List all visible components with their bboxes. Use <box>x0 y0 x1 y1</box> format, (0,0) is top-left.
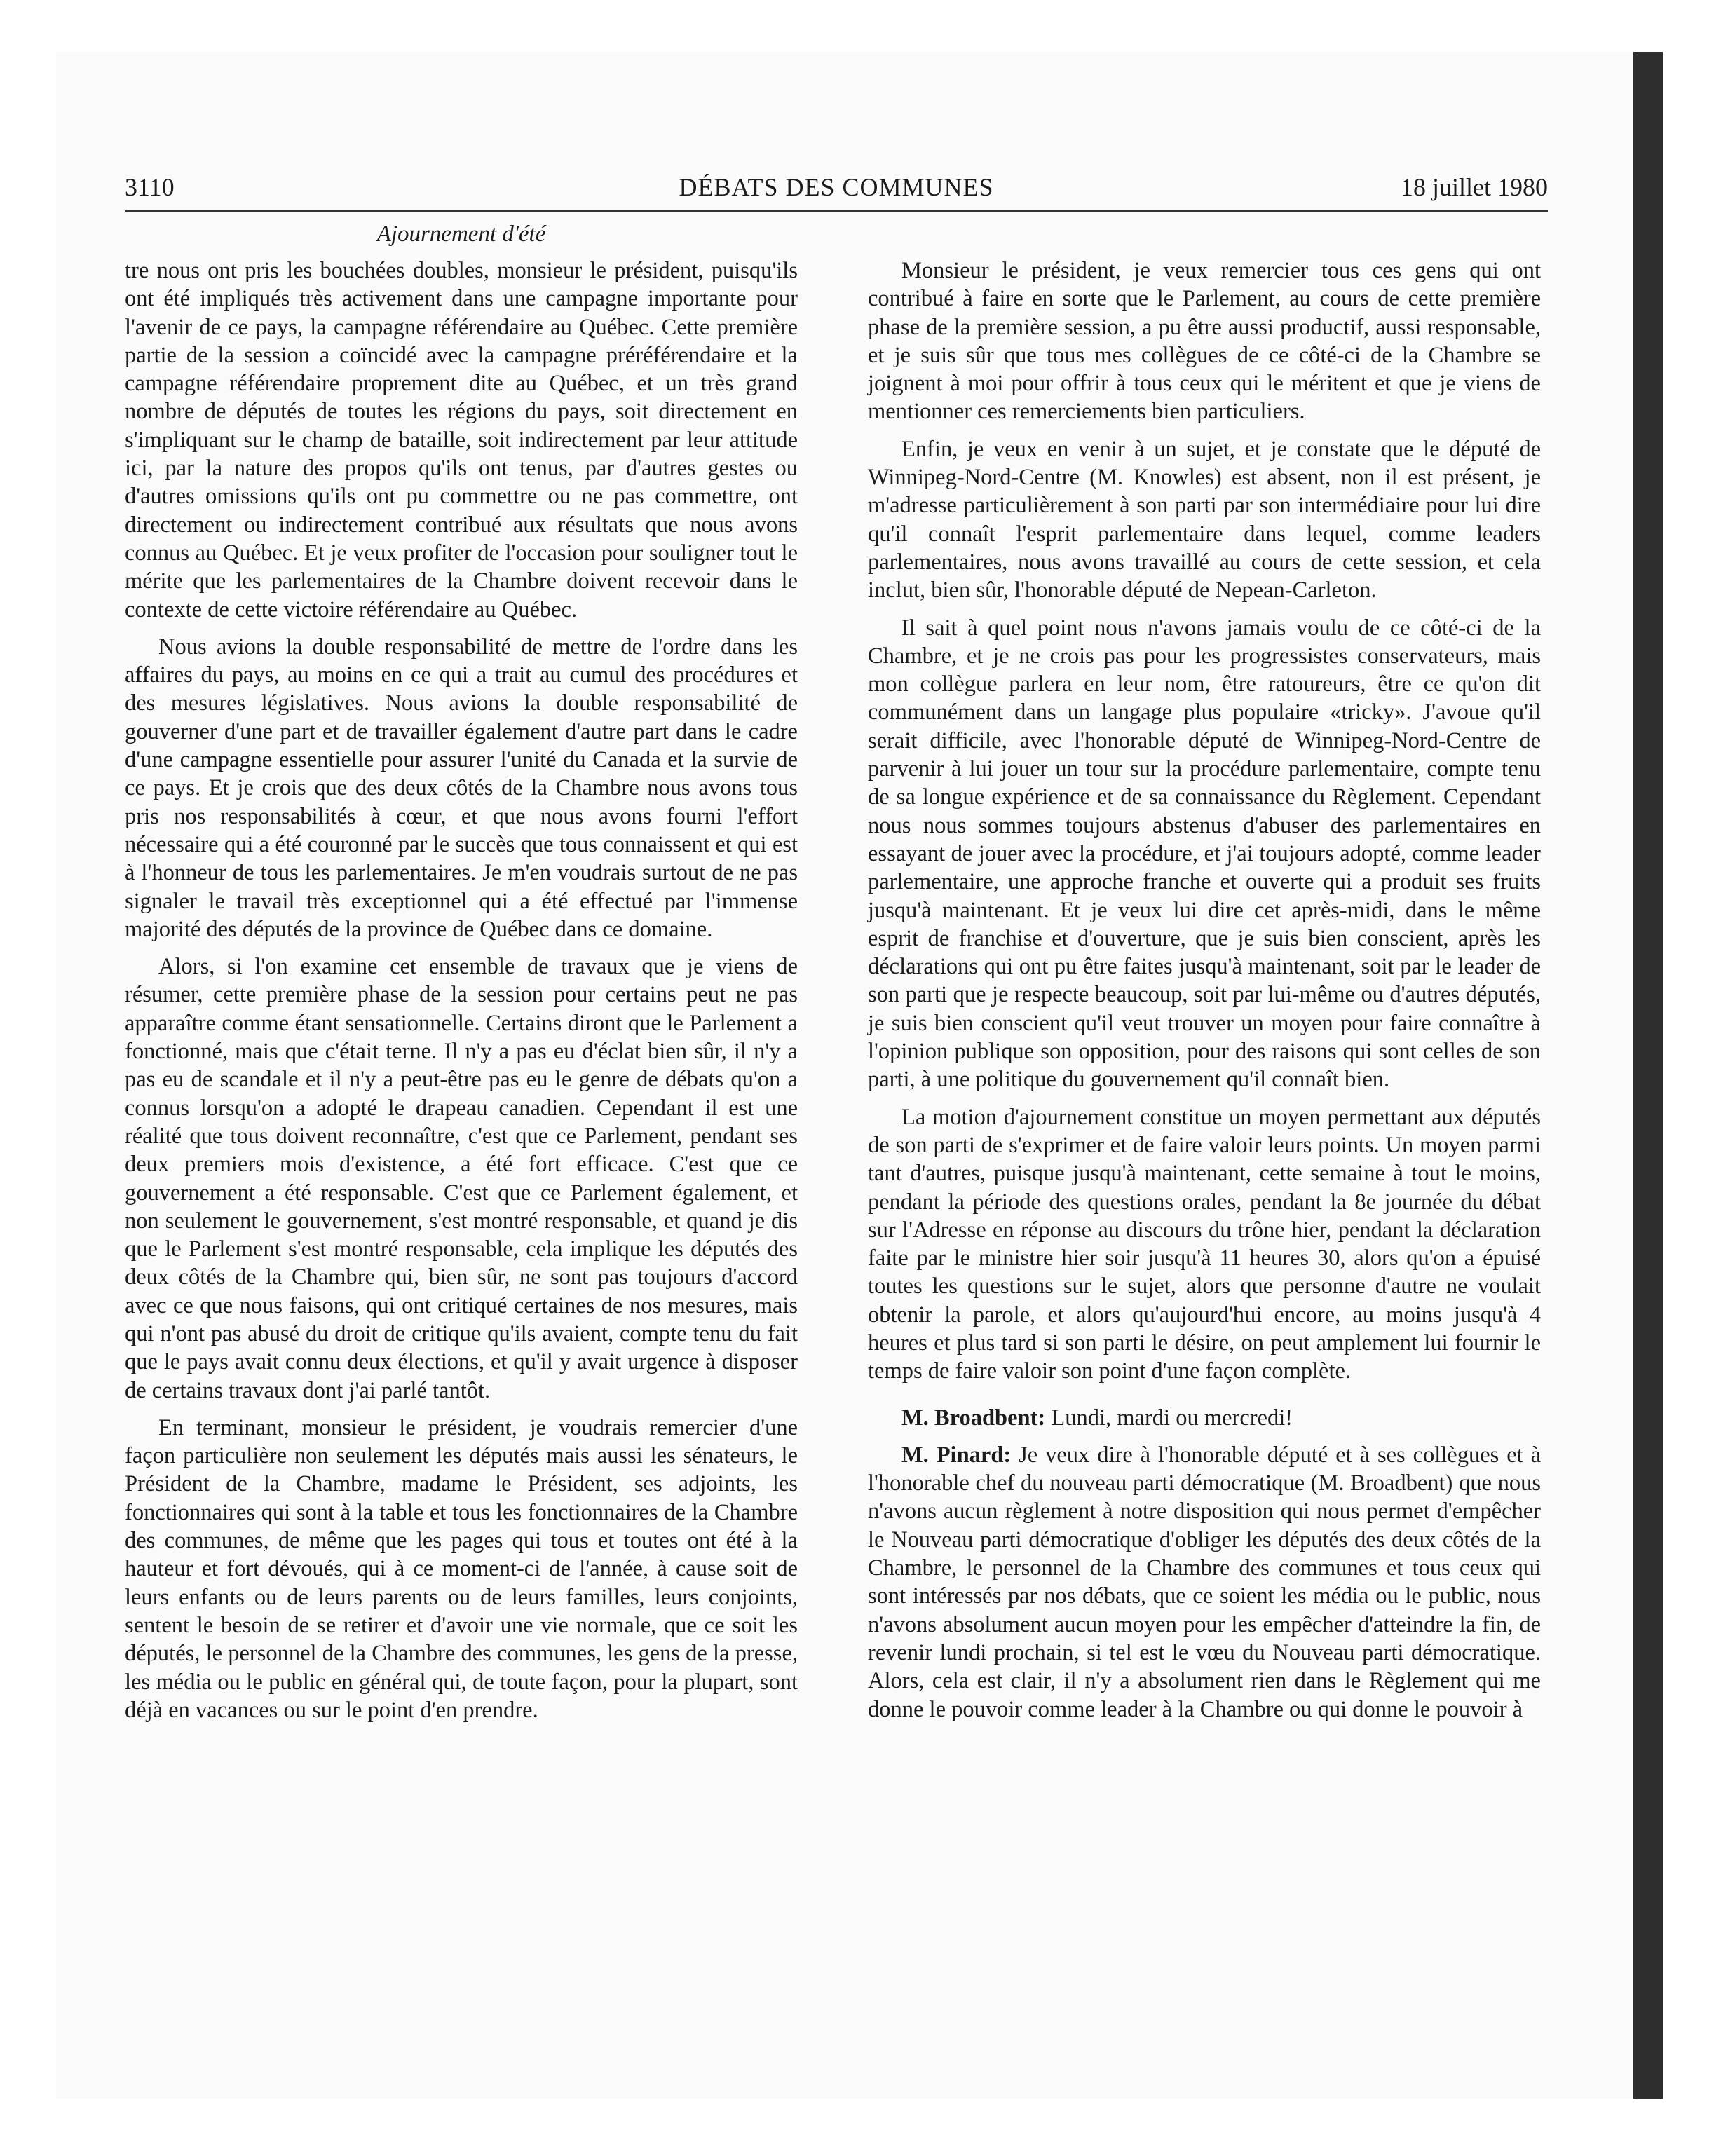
left-column <box>125 257 798 1733</box>
right-column <box>868 257 1541 1733</box>
speech-text: Lundi, mardi ou mercredi! <box>1045 1405 1293 1431</box>
scan-edge-bar <box>1633 52 1663 2099</box>
paragraph: La motion d'ajournement constitue un moyen permettant aux députés de son parti de s'exprimer et de faire valoir leurs points. Un moyen parmi tant d'autres, puisque jusqu'à maintenant, cette semaine à tout le moins, pendant la période des questions orales, pendant la 8e journée du débat sur l'Adresse en réponse au discours du trône hier, pendant la déclaration faite par le ministre hier soir jusqu'à 11 heures 30, alors qu'on a épuisé toutes les questions sur le sujet, alors que personne d'autre ne voulait obtenir la parole, et alors qu'aujourd'hui encore, au moins jusqu'à 4 heures et plus tard si son parti le désire, on peut amplement lui fournir le temps de faire valoir son point d'une façon complète. <box>868 1104 1541 1384</box>
speech-text: Je veux dire à l'honorable député et à ses collègues et à l'honorable chef du nouveau parti démocratique (M. Broadbent) que nous n'avons aucun règlement à notre disposition qui nous permet d'empêcher le Nouveau parti démocratique d'obliger les députés des deux côtés de la Chambre, le personnel de la Chambre des communes et tous ceux qui sont intéressés par nos débats, que ce soient les média ou le public, nous n'avons absolument aucun moyen pour les empêcher d'atteindre la fin, de revenir lundi prochain, si tel est le vœu du Nouveau parti démocratique. Alors, cela est clair, il n'y a absolument rien dans le Règlement qui me donne le pouvoir comme leader à la Chambre ou qui donne le pouvoir à <box>868 1442 1541 1722</box>
speech-pinard <box>868 1441 1541 1724</box>
speaker-name: M. Pinard: <box>901 1442 1012 1468</box>
page-date: 18 juillet 1980 <box>1401 173 1548 201</box>
paragraph: tre nous ont pris les bouchées doubles, monsieur le président, puisqu'ils ont été impliqués très activement dans une campagne importante pour l'avenir de ce pays, la campagne référendaire au Québec. Cette première partie de la session a coïncidé avec la campagne préréférendaire et la campagne référendaire proprement dite au Québec, et un très grand nombre de députés de toutes les régions du pays, soit directement en s'impliquant sur le champ de bataille, soit indirectement par leur attitude ici, par la nature des propos qu'ils ont tenus, par d'autres gestes ou d'autres omissions qu'ils ont pu commettre ou ne pas commettre, ont directement ou indirectement contribué aux résultats que nous avons connus au Québec. Et je veux profiter de l'occasion pour souligner tout le mérite que les parlementaires de la Chambre doivent recevoir dans le contexte de cette victoire référendaire au Québec. <box>125 258 798 622</box>
speaker-name: M. Broadbent: <box>901 1405 1046 1431</box>
publication-title: DÉBATS DES COMMUNES <box>679 173 994 201</box>
paragraph: En terminant, monsieur le président, je voudrais remercier d'une façon particulière non seulement les députés mais aussi les sénateurs, le Président de la Chambre, madame le Président, ses adjoints, les fonctionnaires qui sont à la table et tous les fonctionnaires de la Chambre des communes, de même que les pages qui tous et toutes ont été à la hauteur et fort dévoués, qui à ce moment-ci de l'année, à cause soit de leurs enfants ou de leurs parents ou de leurs familles, leurs conjoints, sentent le besoin de se retirer et d'avoir une vie normale, que ce soit les députés, le personnel de la Chambre des communes, les gens de la presse, les média ou le public en général qui, de toute façon, pour la plupart, sont déjà en vacances ou sur le point d'en prendre. <box>125 1414 798 1723</box>
paragraph: Nous avions la double responsabilité de mettre de l'ordre dans les affaires du pays, au moins en ce qui a trait au cumul des procédures et des mesures législatives. Nous avions la double responsabilité de gouverner d'une part et de travailler également d'autre part dans le cadre d'une campagne essentielle pour assurer l'unité du Canada et la survie de ce pays. Et je crois que des deux côtés de la Chambre nous avons tous pris nos responsabilités à cœur, et que nous avons fourni l'effort nécessaire qui a été couronné par le succès que tous connaissent et qui est à l'honneur de tous les parlementaires. Je m'en voudrais surtout de ne pas signaler le travail très exceptionnel qui a été effectué par l'immense majorité des députés de la province de Québec dans ce domaine. <box>125 634 798 942</box>
section-title: Ajournement d'été <box>376 221 546 247</box>
paragraph: Monsieur le président, je veux remercier tous ces gens qui ont contribué à faire en sorte que le Parlement, au cours de cette première phase de la première session, a pu être aussi productif, aussi responsable, et je suis sûr que tous mes collègues de ce côté-ci de la Chambre se joignent à moi pour offrir à tous ceux qui le méritent et que je viens de mentionner ces remerciements bien particuliers. <box>868 258 1541 425</box>
paragraph: Enfin, je veux en venir à un sujet, et je constate que le député de Winnipeg-Nord-Centre (M. Knowles) est absent, non il est présent, je m'adresse particulièrement à son parti par son intermédiaire pour lui dire qu'il connaît l'esprit parlementaire dans lequel, comme leaders parlementaires, nous avons travaillé au cours de cette session, et cela inclut, bien sûr, l'honorable député de Nepean-Carleton. <box>868 436 1541 603</box>
speech-broadbent <box>868 1404 1541 1432</box>
paragraph: Il sait à quel point nous n'avons jamais voulu de ce côté-ci de la Chambre, et je ne crois pas pour les progressistes conservateurs, mais mon collègue parlera en leur nom, être ratoureurs, être ce qu'on dit communément dans un langage plus populaire «tricky». J'avoue qu'il serait difficile, avec l'honorable député de Winnipeg-Nord-Centre de parvenir à lui jouer un tour sur la procédure parlementaire, compte tenu de sa longue expérience et de sa connaissance du Règlement. Cependant nous nous sommes toujours abstenus d'abuser des parlementaires en essayant de jouer avec la procédure, et j'ai toujours adopté, comme leader parlementaire, une approche franche et ouverte qui a produit ses fruits jusqu'à maintenant. Et je veux lui dire cet après-midi, dans le même esprit de franchise et d'ouverture, que je suis bien conscient, après les déclarations qui ont pu être faites jusqu'à maintenant, soit par le leader de son parti que je respecte beaucoup, soit par lui-même ou d'autres députés, je suis bien conscient qu'il veut trouver un moyen pour faire connaître à l'opinion publique son opposition, pour des raisons qui sont celles de son parti, à une politique du gouvernement qu'il connaît bien. <box>868 615 1541 1093</box>
paragraph: Alors, si l'on examine cet ensemble de travaux que je viens de résumer, cette première phase de la session pour certains peut ne pas apparaître comme étant sensationnelle. Certains diront que le Parlement a fonctionné, mais que c'était terne. Il n'y a pas eu d'éclat bien sûr, il n'y a pas eu de scandale et il n'y a peut-être pas eu le genre de débats qu'on a connus lorsqu'on a adopté le drapeau canadien. Cependant il est une réalité que tous doivent reconnaître, c'est que ce Parlement, pendant ses deux premiers mois d'existence, a été fort efficace. C'est que ce gouvernement a été responsable. C'est que ce Parlement également, et non seulement le gouvernement, s'est montré responsable, et quand je dis que le Parlement s'est montré responsable, cela implique les députés des deux côtés de la Chambre qui, bien sûr, ne sont pas toujours d'accord avec ce que nous faisons, qui ont critiqué certaines de nos mesures, mais qui n'ont pas abusé du droit de critique qu'ils avaient, compte tenu du fait que le pays avait connu deux élections, et qu'il y avait urgence à disposer de certains travaux dont j'ai parlé tantôt. <box>125 954 798 1403</box>
page-header <box>125 171 1548 212</box>
page-number: 3110 <box>125 173 175 201</box>
